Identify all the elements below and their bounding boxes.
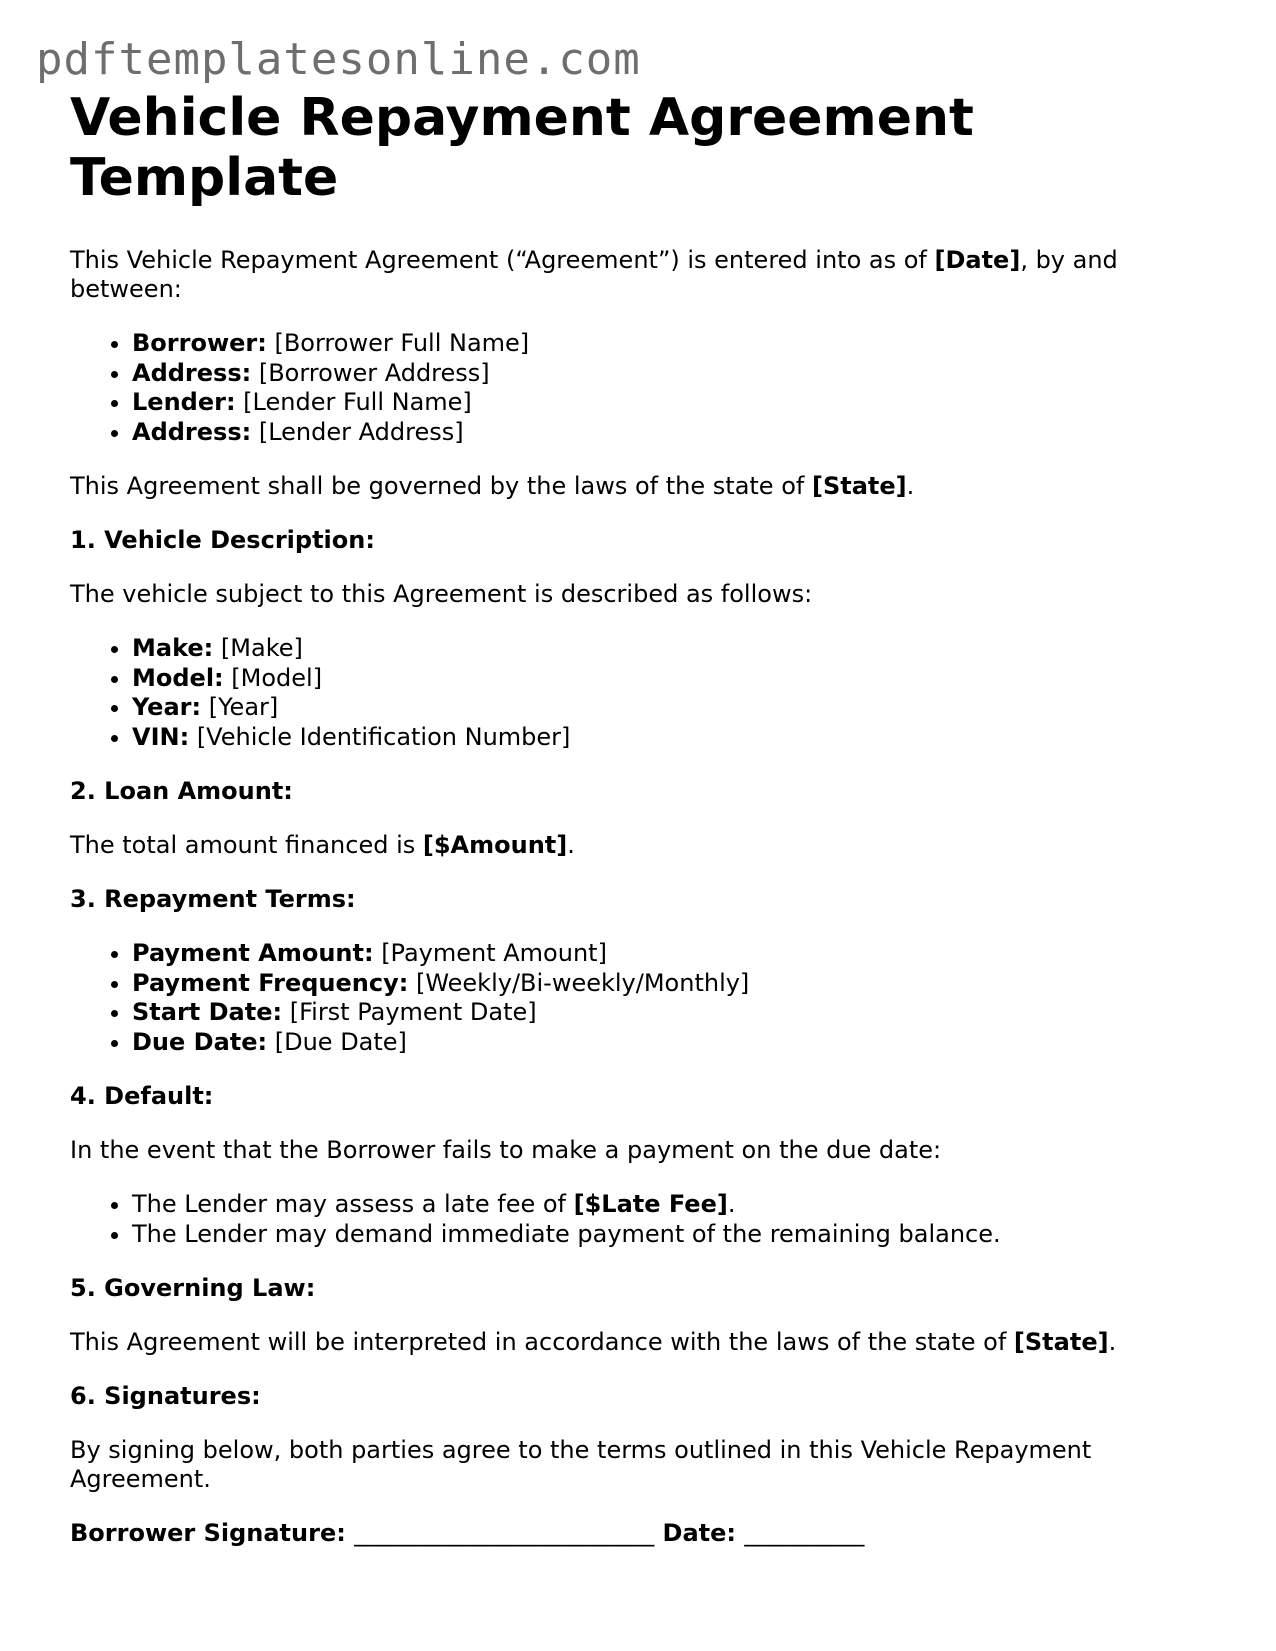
loan-text-before: The total amount financed is [70, 831, 423, 859]
vehicle-label: Model: [132, 663, 224, 692]
repayment-value: [First Payment Date] [282, 998, 537, 1026]
repayment-label: Payment Amount: [132, 939, 374, 967]
list-item [132, 1028, 1220, 1058]
governing-text-after: . [906, 472, 915, 500]
list-item [132, 1220, 1220, 1250]
signature-date-label: Date: [654, 1519, 745, 1547]
law-heading: 5. Governing Law: [70, 1274, 316, 1302]
law-state-placeholder: [State] [1013, 1328, 1109, 1356]
signatures-text: By signing below, both parties agree to the terms outlined in this Vehicle Repayment Agreement. [70, 1436, 1092, 1493]
list-item [132, 998, 1220, 1028]
watermark: pdftemplatesonline.com [36, 34, 641, 85]
list-item [132, 329, 1220, 359]
list-item [132, 969, 1220, 999]
signatures-heading: 6. Signatures: [70, 1382, 261, 1410]
signature-date-blank[interactable]: __________ [744, 1519, 865, 1547]
parties-list [70, 329, 1220, 447]
default-text: In the event that the Borrower fails to make a payment on the due date: [70, 1136, 942, 1164]
list-item [132, 359, 1220, 389]
vehicle-list [70, 634, 1220, 752]
party-value: [Borrower Address] [251, 358, 490, 387]
default-item1-after: . [727, 1190, 736, 1218]
vehicle-label: Make: [132, 634, 214, 662]
repayment-value: [Due Date] [267, 1027, 407, 1056]
vehicle-value: [Year] [201, 693, 279, 721]
law-text-after: . [1108, 1328, 1117, 1356]
intro-text-before: This Vehicle Repayment Agreement (“Agreement”) is entered into as of [70, 246, 935, 274]
vehicle-value: [Make] [213, 634, 303, 662]
repayment-label: Payment Frequency: [132, 968, 409, 997]
governing-intro-paragraph [70, 472, 1220, 501]
repayment-heading: 3. Repayment Terms: [70, 885, 356, 913]
party-label: Lender: [132, 388, 236, 416]
party-value: [Lender Full Name] [235, 388, 472, 416]
law-text-before: This Agreement will be interpreted in accordance with the laws of the state of [70, 1328, 1014, 1356]
late-fee-placeholder: [$Late Fee] [573, 1190, 728, 1218]
borrower-signature-blank[interactable]: _________________________ [354, 1519, 655, 1547]
vehicle-label: VIN: [132, 722, 190, 751]
list-item [132, 664, 1220, 694]
repayment-value: [Payment Amount] [373, 939, 607, 967]
governing-text-before: This Agreement shall be governed by the laws of the state of [70, 472, 812, 500]
document-title: Vehicle Repayment Agreement Template [70, 88, 974, 208]
intro-paragraph [70, 246, 1220, 304]
repayment-label: Start Date: [132, 998, 283, 1026]
party-value: [Borrower Full Name] [266, 329, 530, 357]
party-label: Borrower: [132, 329, 267, 357]
default-list [70, 1190, 1220, 1249]
borrower-signature-label: Borrower Signature: [70, 1519, 355, 1547]
governing-state-placeholder: [State] [811, 472, 907, 500]
default-heading: 4. Default: [70, 1082, 214, 1110]
law-paragraph [70, 1328, 1220, 1357]
borrower-signature-line [70, 1519, 1220, 1548]
document-body [70, 88, 1220, 1548]
list-item [132, 693, 1220, 723]
loan-amount-placeholder: [$Amount] [422, 831, 568, 859]
list-item [132, 723, 1220, 753]
intro-text-after: , by and between: [70, 246, 1118, 303]
party-label: Address: [132, 417, 252, 446]
list-item [132, 634, 1220, 664]
list-item [132, 388, 1220, 418]
vehicle-heading: 1. Vehicle Description: [70, 526, 375, 554]
repayment-list [70, 939, 1220, 1057]
repayment-value: [Weekly/Bi-weekly/Monthly] [408, 968, 750, 997]
repayment-label: Due Date: [132, 1027, 268, 1056]
vehicle-text: The vehicle subject to this Agreement is described as follows: [70, 580, 813, 608]
vehicle-value: [Model] [223, 663, 323, 692]
loan-paragraph [70, 831, 1220, 860]
default-item2: The Lender may demand immediate payment of the remaining balance. [132, 1219, 1001, 1248]
party-value: [Lender Address] [251, 417, 464, 446]
loan-heading: 2. Loan Amount: [70, 777, 293, 805]
list-item [132, 939, 1220, 969]
list-item [132, 1190, 1220, 1220]
list-item [132, 418, 1220, 448]
party-label: Address: [132, 358, 252, 387]
default-item1-before: The Lender may assess a late fee of [132, 1190, 574, 1218]
loan-text-after: . [567, 831, 575, 859]
intro-date-placeholder: [Date] [934, 246, 1021, 274]
vehicle-value: [Vehicle Identification Number] [189, 722, 571, 751]
vehicle-label: Year: [132, 693, 202, 721]
